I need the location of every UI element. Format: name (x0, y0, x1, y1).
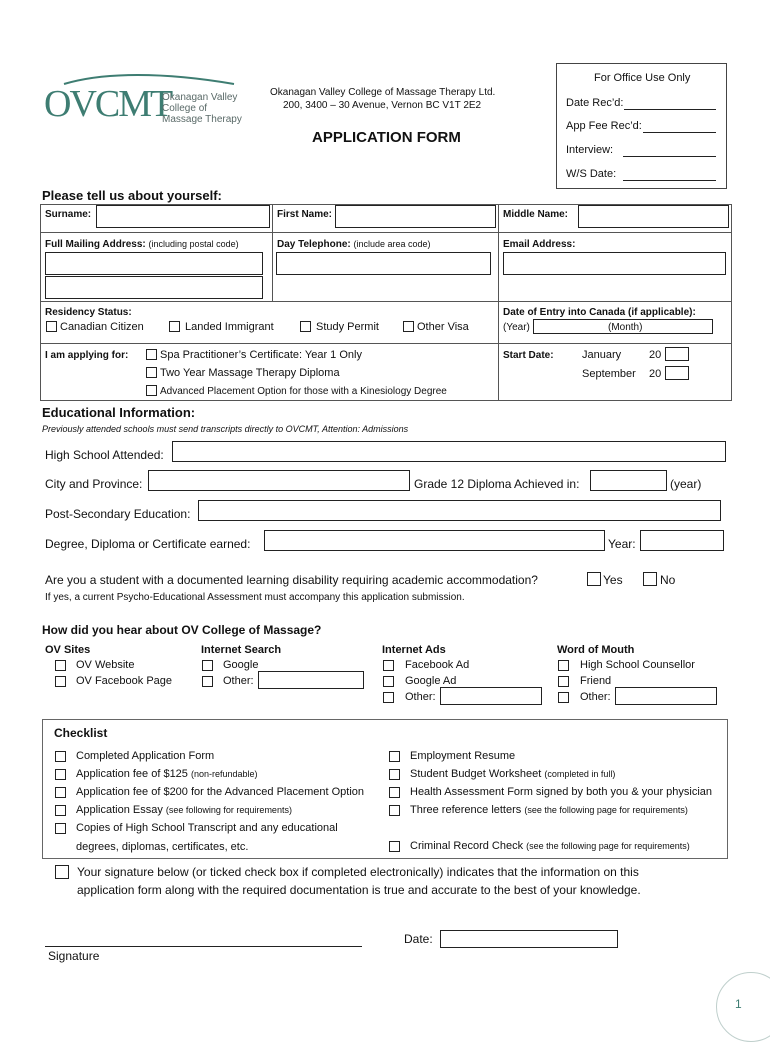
entry-date-label: Date of Entry into Canada (if applicable): (503, 307, 696, 318)
page-number-badge (716, 972, 770, 1042)
education-note: Previously attended schools must send transcripts directly to OVCMT, Attention: Admissions (42, 424, 409, 434)
hear-mouth-other-field[interactable] (615, 687, 717, 705)
check-health-text: Health Assessment Form signed by both you & your physician (410, 786, 713, 798)
program-advanced-label: Advanced Placement Option for those with a Kinesiology Degree (160, 386, 447, 397)
entry-year-label: (Year) (503, 322, 530, 333)
signature-line[interactable] (45, 946, 362, 947)
res-study-checkbox[interactable] (300, 321, 311, 332)
education-heading: Educational Information: (42, 405, 196, 420)
start-september-year-field[interactable] (665, 366, 689, 380)
start-january-label: January (582, 349, 622, 361)
degree-year-label: Year: (608, 537, 636, 551)
email-label: Email Address: (503, 239, 576, 250)
office-app-fee: App Fee Rec’d: (566, 120, 642, 132)
office-date-recd: Date Rec’d: (566, 97, 624, 109)
office-use-box (556, 63, 727, 189)
start-september-label: September (582, 368, 636, 380)
declaration-line-1: Your signature below (or ticked check box if completed electronically) indicates that the information on this (77, 865, 639, 879)
about-col-divider-1 (272, 204, 273, 302)
city-label: City and Province: (45, 477, 143, 491)
disability-note: If yes, a current Psycho-Educational Assessment must accompany this application submission. (45, 592, 465, 603)
check-budget-checkbox[interactable] (389, 769, 400, 780)
res-other-checkbox[interactable] (403, 321, 414, 332)
phone-field[interactable] (276, 252, 491, 275)
office-interview: Interview: (566, 144, 614, 156)
high-school-field[interactable] (172, 441, 726, 462)
check-fee-125-checkbox[interactable] (55, 769, 66, 780)
check-budget-note: (completed in full) (544, 769, 616, 779)
res-canadian-label: Canadian Citizen (60, 321, 144, 333)
hear-friend-checkbox[interactable] (558, 676, 569, 687)
check-application-form-checkbox[interactable] (55, 751, 66, 762)
check-fee-125-text: Application fee of $125 (76, 768, 188, 780)
check-essay-note: (see following for requirements) (165, 805, 292, 815)
org-name: Okanagan Valley College of Massage Therapy Ltd. (270, 87, 496, 98)
check-fee-125-label (76, 768, 258, 780)
check-references-label (410, 804, 688, 816)
hear-mouth-other-label: Other: (580, 691, 611, 703)
res-landed-label: Landed Immigrant (185, 321, 274, 333)
date-label: Date: (404, 932, 433, 946)
check-resume-label (410, 750, 515, 762)
hear-group-search-title: Internet Search (201, 644, 282, 656)
about-row-divider-2 (40, 301, 732, 302)
mailing-label-text: Full Mailing Address: (45, 239, 146, 250)
first-name-field[interactable] (335, 205, 496, 228)
hear-group-ov-title: OV Sites (45, 644, 91, 656)
email-field[interactable] (503, 252, 726, 275)
disability-yes-checkbox[interactable] (587, 572, 601, 586)
hear-friend-label: Friend (580, 675, 612, 687)
res-landed-checkbox[interactable] (169, 321, 180, 332)
hear-group-ads-title: Internet Ads (382, 644, 446, 656)
check-resume-checkbox[interactable] (389, 751, 400, 762)
hear-facebook-ad-label: Facebook Ad (405, 659, 470, 671)
check-criminal-checkbox[interactable] (389, 841, 400, 852)
check-essay-text: Application Essay (76, 804, 163, 816)
mailing-label-note: (including postal code) (148, 239, 239, 249)
check-transcript-checkbox[interactable] (55, 823, 66, 834)
mailing-address-field-1[interactable] (45, 252, 263, 275)
post-secondary-field[interactable] (198, 500, 721, 521)
program-spa-label: Spa Practitioner’s Certificate: Year 1 Only (160, 349, 362, 361)
surname-field[interactable] (96, 205, 270, 228)
check-essay-label (76, 804, 292, 816)
post-secondary-label: Post-Secondary Education: (45, 507, 191, 521)
check-references-note: (see the following page for requirements) (524, 805, 688, 815)
surname-label: Surname: (45, 209, 92, 220)
res-other-label: Other Visa (417, 321, 469, 333)
first-name-label: First Name: (277, 209, 333, 220)
check-budget-label (410, 768, 615, 780)
disability-question: Are you a student with a documented learning disability requiring academic accommodation? (45, 573, 538, 587)
check-references-text: Three reference letters (410, 804, 522, 816)
entry-month-label: (Month) (608, 322, 643, 333)
page-title: APPLICATION FORM (312, 129, 461, 146)
office-interview-line (623, 156, 716, 157)
check-budget-text: Student Budget Worksheet (410, 768, 542, 780)
logo-line-1: Okanagan Valley (162, 92, 238, 103)
check-application-form-label (76, 750, 214, 762)
office-ws-date-line (623, 180, 716, 181)
check-fee-200-checkbox[interactable] (55, 787, 66, 798)
high-school-label: High School Attended: (45, 448, 164, 462)
hear-google-ad-checkbox[interactable] (383, 676, 394, 687)
degree-year-field[interactable] (640, 530, 724, 551)
office-use-title: For Office Use Only (594, 72, 691, 84)
check-transcript-text: Copies of High School Transcript and any educational (76, 822, 338, 834)
hear-ads-other-checkbox[interactable] (383, 692, 394, 703)
office-ws-date: W/S Date: (566, 168, 617, 180)
hear-counsellor-checkbox[interactable] (558, 660, 569, 671)
res-study-label: Study Permit (316, 321, 379, 333)
check-fee-125-note: (non-refundable) (190, 769, 258, 779)
residency-label: Residency Status: (45, 307, 132, 318)
hear-search-other-checkbox[interactable] (202, 676, 213, 687)
phone-label (277, 239, 431, 250)
logo-mark: OVCMT (44, 83, 172, 125)
start-january-year-field[interactable] (665, 347, 689, 361)
org-address: 200, 3400 – 30 Avenue, Vernon BC V1T 2E2 (283, 100, 482, 111)
date-field[interactable] (440, 930, 618, 948)
program-spa-checkbox[interactable] (146, 349, 157, 360)
grade12-field[interactable] (590, 470, 667, 491)
res-canadian-checkbox[interactable] (46, 321, 57, 332)
hear-ov-website-label: OV Website (76, 659, 135, 671)
about-row-divider-3 (40, 343, 732, 344)
checklist-heading: Checklist (54, 726, 108, 740)
about-col-divider-2 (498, 204, 499, 401)
check-fee-200-text: Application fee of $200 for the Advanced Placement Option (76, 786, 365, 798)
start-january-prefix: 20 (649, 349, 662, 361)
program-diploma-label: Two Year Massage Therapy Diploma (160, 367, 340, 379)
hear-google-ad-label: Google Ad (405, 675, 457, 687)
hear-ads-other-label: Other: (405, 691, 436, 703)
hear-ov-facebook-checkbox[interactable] (55, 676, 66, 687)
middle-name-field[interactable] (578, 205, 729, 228)
office-app-fee-line (643, 132, 716, 133)
middle-name-label: Middle Name: (503, 209, 569, 220)
phone-label-text: Day Telephone: (277, 239, 351, 250)
hear-heading: How did you hear about OV College of Massage? (42, 623, 322, 637)
hear-facebook-ad-checkbox[interactable] (383, 660, 394, 671)
hear-ov-website-checkbox[interactable] (55, 660, 66, 671)
about-row-divider-1 (40, 232, 732, 233)
hear-ads-other-field[interactable] (440, 687, 542, 705)
page-number: 1 (735, 997, 742, 1011)
check-application-form-text: Completed Application Form (76, 750, 215, 762)
degree-label: Degree, Diploma or Certificate earned: (45, 537, 251, 551)
check-essay-checkbox[interactable] (55, 805, 66, 816)
hear-google-checkbox[interactable] (202, 660, 213, 671)
check-transcript-label (76, 822, 338, 834)
mailing-address-field-2[interactable] (45, 276, 263, 299)
hear-group-mouth-title: Word of Mouth (557, 644, 635, 656)
declaration-checkbox[interactable] (55, 865, 69, 879)
declaration-line-2: application form along with the required documentation is true and accurate to the best of your knowledge. (77, 883, 641, 897)
program-diploma-checkbox[interactable] (146, 367, 157, 378)
program-advanced-checkbox[interactable] (146, 385, 157, 396)
signature-label: Signature (48, 949, 100, 963)
hear-ov-facebook-label: OV Facebook Page (76, 675, 173, 687)
phone-label-note: (include area code) (353, 239, 431, 249)
check-transcript-cont: degrees, diplomas, certificates, etc. (76, 841, 249, 853)
hear-mouth-other-checkbox[interactable] (558, 692, 569, 703)
disability-yes-label: Yes (603, 573, 623, 587)
applying-label: I am applying for: (45, 350, 129, 361)
grade12-year-unit: (year) (670, 477, 702, 491)
college-logo (44, 70, 244, 130)
check-criminal-label (410, 840, 690, 852)
logo-line-3: Massage Therapy (162, 114, 242, 125)
check-health-label (410, 786, 712, 798)
check-fee-200-label (76, 786, 364, 798)
mailing-label (45, 239, 239, 250)
hear-search-other-field[interactable] (258, 671, 364, 689)
start-september-prefix: 20 (649, 368, 662, 380)
grade12-label: Grade 12 Diploma Achieved in: (414, 477, 580, 491)
check-criminal-text: Criminal Record Check (410, 840, 524, 852)
city-field[interactable] (148, 470, 410, 491)
disability-no-label: No (660, 573, 676, 587)
hear-google-label: Google (223, 659, 259, 671)
hear-counsellor-label: High School Counsellor (580, 659, 695, 671)
disability-no-checkbox[interactable] (643, 572, 657, 586)
check-health-checkbox[interactable] (389, 787, 400, 798)
check-criminal-note: (see the following page for requirements) (526, 841, 690, 851)
about-heading: Please tell us about yourself: (42, 188, 222, 203)
check-references-checkbox[interactable] (389, 805, 400, 816)
start-date-label: Start Date: (503, 350, 554, 361)
office-date-recd-line (624, 109, 716, 110)
degree-field[interactable] (264, 530, 605, 551)
hear-search-other-label: Other: (223, 675, 254, 687)
logo-line-2: College of (162, 103, 208, 114)
check-resume-text: Employment Resume (410, 750, 516, 762)
